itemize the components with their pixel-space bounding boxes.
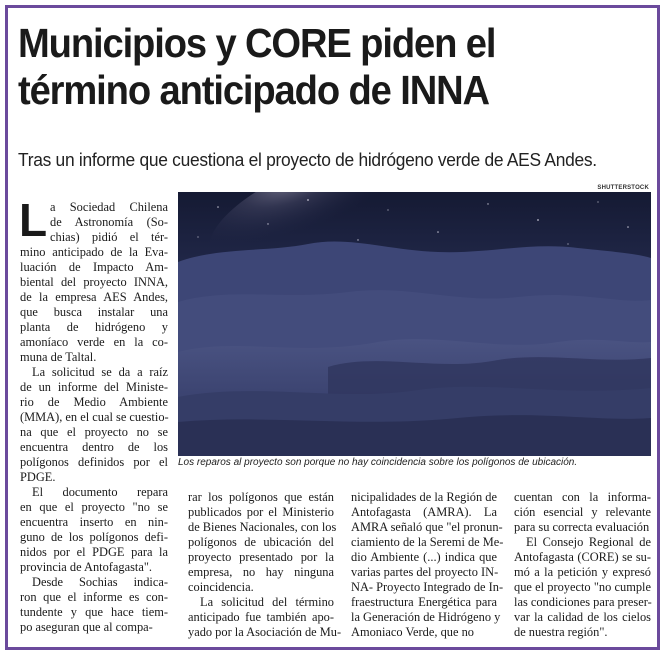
article-column-4 <box>514 490 651 640</box>
article-text-line: que el proyecto "no cumple <box>514 580 651 594</box>
headline-line-2: término anticipado de INNA <box>18 67 489 113</box>
article-text-line: Antofagasta (AMRA). La <box>351 505 497 519</box>
article-text-line: El Consejo Regional de <box>526 535 651 549</box>
article-text-line: coincidencia. <box>188 580 254 594</box>
subheadline: Tras un informe que cuestiona el proyecto de hidrógeno verde de AES Andes. <box>18 149 597 170</box>
article-text-line: provincia de Antofagasta". <box>20 560 153 574</box>
article-text-line: luación de Impacto Am- <box>20 260 168 274</box>
article-text-line: (MMA), en el cual se cuestio- <box>20 410 169 424</box>
article-text-line: La solicitud del término <box>200 595 334 609</box>
news-clipping <box>5 5 660 650</box>
article-text-line: mino anticipado de la Eva- <box>20 245 168 259</box>
article-text-line: encuentra dentro de los <box>20 440 168 454</box>
article-text-line: Antofagasta (CORE) se su- <box>514 550 651 564</box>
article-text-line: nicipalidades de la Región de <box>351 490 497 504</box>
article-text-line: de un informe del Ministe- <box>20 380 168 394</box>
article-text-line: rar los polígonos que están <box>188 490 334 504</box>
article-text-line: cuentan con la informa- <box>514 490 651 504</box>
article-text-line: de nuestra región". <box>514 625 608 639</box>
article-text-line: publicados por el Ministerio <box>188 505 334 519</box>
headline-line-1: Municipios y CORE piden el <box>18 20 496 66</box>
article-text-line: na que el proyecto no se <box>20 425 168 439</box>
headline <box>18 20 604 114</box>
article-text-line: en que el proyecto "no se <box>20 500 168 514</box>
article-text-line: las condiciones para preser- <box>514 595 652 609</box>
article-text-line: la Generación de Hidrógeno y <box>351 610 501 624</box>
article-text-line: polígonos definidos por el <box>20 455 168 469</box>
article-text-line: yado por la Asociación de Mu- <box>188 625 342 639</box>
article-text-line: guno de los polígonos defi- <box>20 530 168 544</box>
article-text-line: nidos por el PDGE para la <box>20 545 168 559</box>
article-text-line: de Bienes Nacionales, con los <box>188 520 337 534</box>
photo-credit: SHUTTERSTOCK <box>597 185 649 191</box>
article-text-line: anticipado fue también apo- <box>188 610 334 624</box>
article-text-line: Desde Sochias indica- <box>32 575 168 589</box>
article-photo <box>178 192 651 456</box>
article-text-line: La solicitud se da a raíz <box>32 365 168 379</box>
article-text-line: amoníaco verde en la co- <box>20 335 168 349</box>
article-text-line: tundente y que hace tiem- <box>20 605 168 619</box>
article-text-line: biental del proyecto INNA, <box>20 275 168 289</box>
article-text-line: PDGE. <box>20 470 56 484</box>
article-text-line: muna de Taltal. <box>20 350 97 364</box>
article-text-line: de Astronomía (So- <box>50 215 168 229</box>
article-text-line: rio de Medio Ambiente <box>20 395 168 409</box>
article-text-line: po aseguran que al compa- <box>20 620 153 634</box>
article-column-1 <box>20 200 168 635</box>
article-text-line: ciamiento de la Seremi de Me- <box>351 535 504 549</box>
article-text-line: ron que el informe es con- <box>20 590 168 604</box>
article-text-line: planta de hidrógeno y <box>20 320 168 334</box>
article-column-3 <box>351 490 504 640</box>
drop-cap: L <box>19 194 48 246</box>
article-text-line: var la calidad de los cielos <box>514 610 651 624</box>
article-text-line: Amoniaco Verde, que no <box>351 625 474 639</box>
article-text-line: encuentra inserto en nin- <box>20 515 168 529</box>
article-text-line: varias partes del proyecto IN- <box>351 565 499 579</box>
article-text-line: El documento repara <box>32 485 168 499</box>
article-text-line: de la empresa AES Andes, <box>20 290 168 304</box>
article-text-line: polígonos de ubicación del <box>188 535 334 549</box>
article-text-line: mó a la petición y expresó <box>514 565 651 579</box>
article-text-line: NA- Proyecto Integrado de In- <box>351 580 504 594</box>
article-text-line: dio Ambiente (...) indica que <box>351 550 497 564</box>
article-text-line: a Sociedad Chilena <box>50 200 168 214</box>
photo-caption: Los reparos al proyecto son porque no hay coincidencia sobre los polígonos de ubicación. <box>178 457 578 468</box>
article-text-line: fraestructura Energética para <box>351 595 497 609</box>
article-column-2 <box>188 490 342 640</box>
article-text-line: para su correcta evaluación <box>514 520 650 534</box>
article-text-line: empresa, no hay ninguna <box>188 565 334 579</box>
article-text-line: ción esencial y relevante <box>514 505 651 519</box>
article-text-line: que busca instalar una <box>20 305 168 319</box>
article-text-line: chias) pidió el tér- <box>50 230 168 244</box>
article-text-line: proyecto presentado por la <box>188 550 334 564</box>
article-text-line: AMRA señaló que "el pronun- <box>351 520 503 534</box>
